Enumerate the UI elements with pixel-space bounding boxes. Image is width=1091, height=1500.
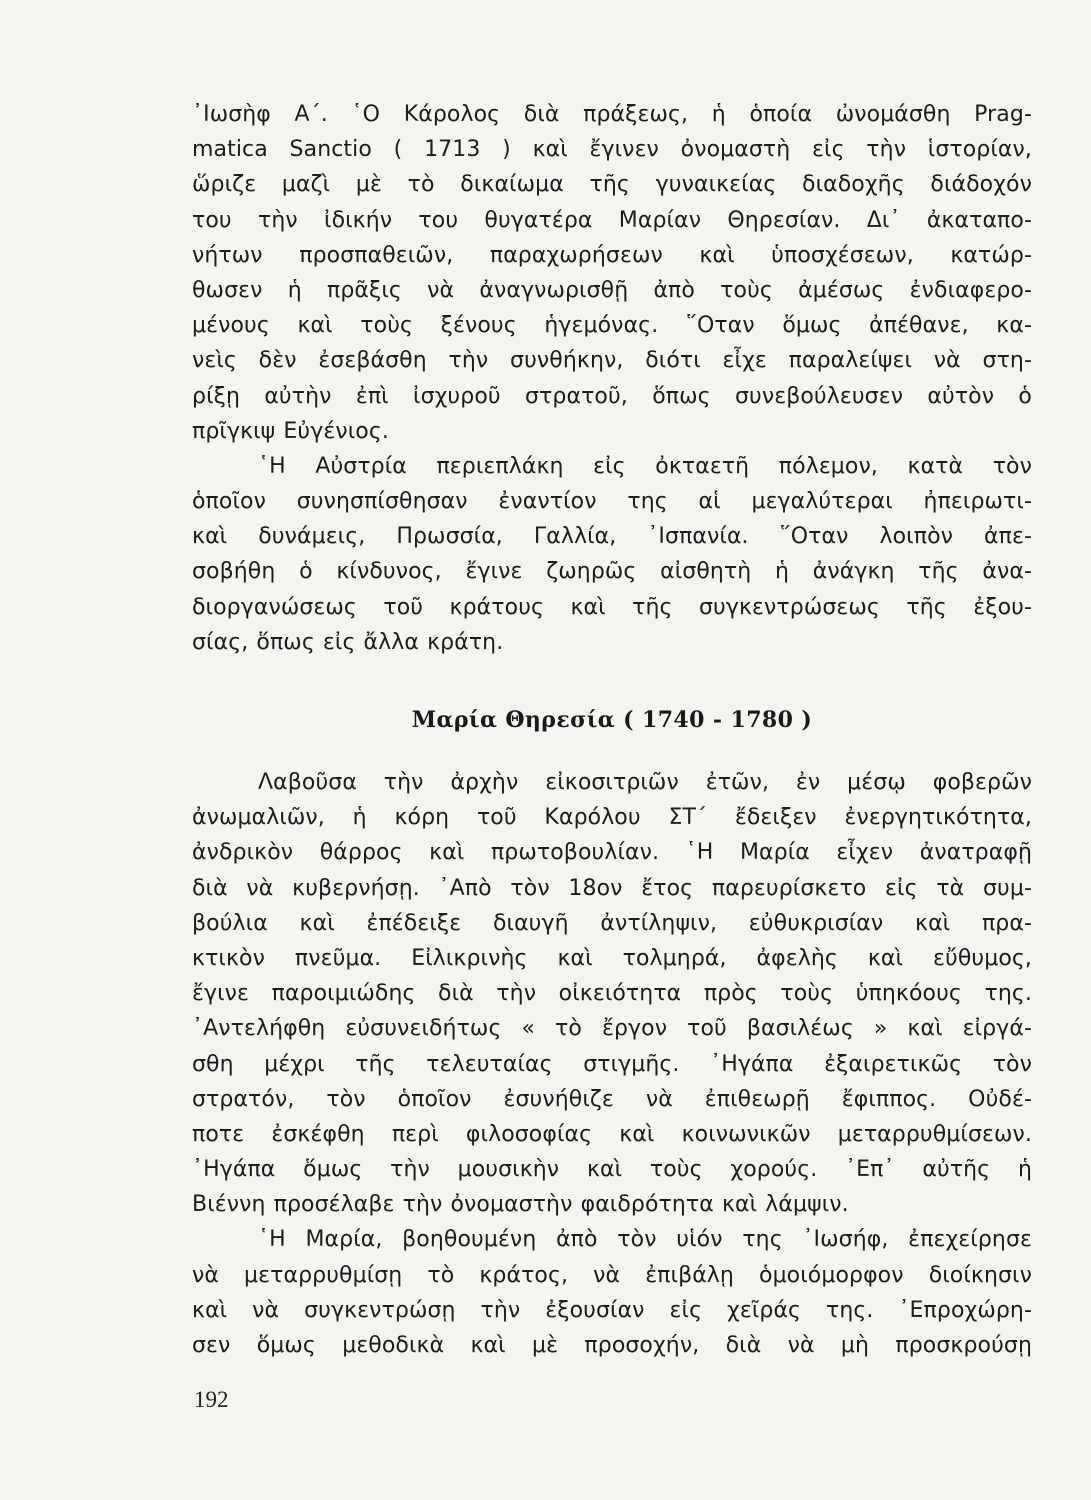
text-line: καὶ δυνάμεις, Πρωσσία, Γαλλία, ᾿Ισπανία. ῞Οταν λοιπὸν ἀπε- xyxy=(192,524,1032,550)
text-line: ἀνδρικὸν θάρρος καὶ πρωτοβουλίαν. ῾Η Μαρία εἶχεν ἀνατραφῇ xyxy=(192,840,1032,866)
text-line: σίας, ὅπως εἰς ἄλλα κράτη. xyxy=(192,629,504,655)
text-line: ᾿Ιωσὴφ Α΄. ῾Ο Κάρολος διὰ πράξεως, ἡ ὁποία ὠνομάσθη Prag- xyxy=(192,102,1032,127)
text-block-bottom xyxy=(192,765,1032,1363)
page-number: 192 xyxy=(194,1387,229,1412)
text-line: νεὶς δὲν ἐσεβάσθη τὴν συνθήκην, διότι εἶχε παραλείψει νὰ στη- xyxy=(192,348,1032,374)
text-line: ποτε ἐσκέφθη περὶ φιλοσοφίας καὶ κοινωνικῶν μεταρρυθμίσεων. xyxy=(192,1121,1032,1147)
text-line: ρίξῃ αὐτὴν ἐπὶ ἰσχυροῦ στρατοῦ, ὅπως συνεβούλευσεν αὐτὸν ὁ xyxy=(192,383,1032,409)
text-line: ὥριζε μαζὶ μὲ τὸ δικαίωμα τῆς γυναικείας διαδοχῆς διάδοχόν xyxy=(192,172,1032,198)
text-line: σεν ὅμως μεθοδικὰ καὶ μὲ προσοχήν, διὰ νὰ μὴ προσκρούσῃ xyxy=(192,1333,1032,1358)
text-line: ὁποῖον συνησπίσθησαν ἐναντίον της αἱ μεγαλύτεραι ἠπειρωτι- xyxy=(192,489,1032,515)
text-line: νὰ μεταρρυθμίσῃ τὸ κράτος, νὰ ἐπιβάλῃ ὁμοιόμορφον διοίκησιν xyxy=(192,1262,1032,1288)
text-line: matica Sanctio ( 1713 ) καὶ ἔγινεν ὀνομαστὴ εἰς τὴν ἱστορίαν, xyxy=(192,137,1032,163)
text-line: ῾Η Μαρία, βοηθουμένη ἀπὸ τὸν υἱόν της ᾿Ιωσήφ, ἐπεχείρησε xyxy=(258,1227,1032,1253)
text-line: κτικὸν πνεῦμα. Εἰλικρινὴς καὶ τολμηρά, ἀφελὴς καὶ εὔθυμος, xyxy=(192,945,1032,971)
text-line: στρατόν, τὸν ὁποῖον ἐσυνήθιζε νὰ ἐπιθεωρῇ ἔφιππος. Οὐδέ- xyxy=(192,1086,1032,1112)
text-line: σθη μέχρι τῆς τελευταίας στιγμῆς. ᾿Ηγάπα ἐξαιρετικῶς τὸν xyxy=(192,1051,1032,1077)
text-line: σοβήθη ὁ κίνδυνος, ἔγινε ζωηρῶς αἰσθητὴ ἡ ἀνάγκη τῆς ἀνα- xyxy=(192,559,1032,585)
text-line: θωσεν ἡ πρᾶξις νὰ ἀναγνωρισθῇ ἀπὸ τοὺς ἀμέσως ἐνδιαφερο- xyxy=(192,277,1032,303)
text-line: ᾿Ηγάπα ὅμως τὴν μουσικὴν καὶ τοὺς χορούς. ᾿Επ᾿ αὐτῆς ἡ xyxy=(192,1157,1032,1183)
text-block-top xyxy=(192,97,1032,660)
text-line: πρῖγκιψ Εὐγένιος. xyxy=(192,418,389,444)
text-line: ᾿Αντελήφθη εὐσυνειδήτως « τὸ ἔργον τοῦ βασιλέως » καὶ εἰργά- xyxy=(192,1016,1032,1042)
text-line: του τὴν ἰδικήν του θυγατέρα Μαρίαν Θηρεσίαν. Δι᾿ ἀκαταπο- xyxy=(192,207,1032,233)
text-line: νήτων προσπαθειῶν, παραχωρήσεων καὶ ὑποσχέσεων, κατώρ- xyxy=(192,242,1032,268)
text-line: διοργανώσεως τοῦ κράτους καὶ τῆς συγκεντρώσεως τῆς ἐξου- xyxy=(192,594,1032,620)
text-line: καὶ νὰ συγκεντρώσῃ τὴν ἐξουσίαν εἰς χεῖράς της. ᾿Επροχώρη- xyxy=(192,1297,1032,1323)
text-line: ἔγινε παροιμιώδης διὰ τὴν οἰκειότητα πρὸς τοὺς ὑπηκόους της. xyxy=(192,981,1032,1007)
text-line: διὰ νὰ κυβερνήσῃ. ᾿Απὸ τὸν 18ον ἔτος παρευρίσκετο εἰς τὰ συμ- xyxy=(192,875,1032,901)
text-line: ἀνωμαλιῶν, ἡ κόρη τοῦ Καρόλου ΣΤ΄ ἔδειξεν ἐνεργητικότητα, xyxy=(192,805,1032,831)
text-line: Λαβοῦσα τὴν ἀρχὴν εἰκοσιτριῶν ἐτῶν, ἐν μέσῳ φοβερῶν xyxy=(258,770,1032,795)
text-line: Βιέννη προσέλαβε τὴν ὀνομαστὴν φαιδρότητα καὶ λάμψιν. xyxy=(192,1192,849,1218)
text-line: μένους καὶ τοὺς ξένους ἡγεμόνας. ῞Οταν ὅμως ἀπέθανε, κα- xyxy=(192,313,1032,339)
section-heading: Μαρία Θηρεσία ( 1740 - 1780 ) xyxy=(411,707,813,733)
text-line: βούλια καὶ ἐπέδειξε διαυγῆ ἀντίληψιν, εὐθυκρισίαν καὶ πρα- xyxy=(192,910,1032,936)
text-line: ῾Η Αὐστρία περιεπλάκη εἰς ὀκταετῆ πόλεμον, κατὰ τὸν xyxy=(258,453,1032,479)
